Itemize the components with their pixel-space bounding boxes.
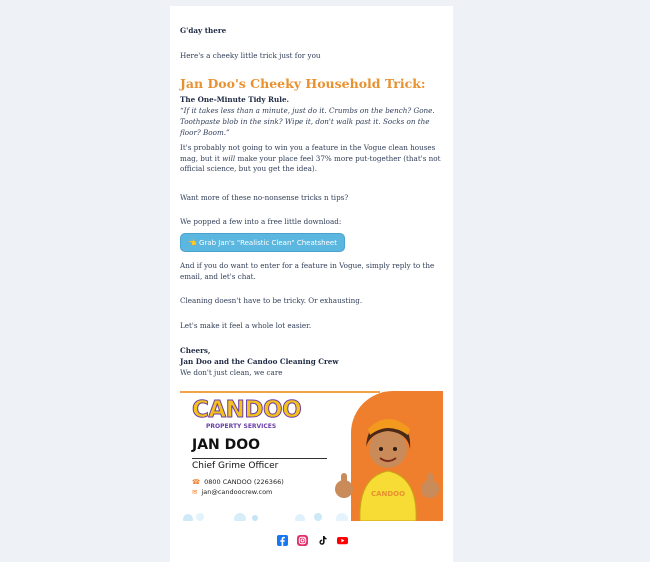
signature-email[interactable]: ✉ jan@candoocrew.com bbox=[192, 488, 273, 496]
cheatsheet-button[interactable]: 👈 Grab Jan's "Realistic Clean" Cheatsheet bbox=[180, 233, 345, 252]
logo-subtitle: PROPERTY SERVICES bbox=[206, 423, 277, 430]
signature-top-line bbox=[180, 391, 380, 393]
paragraph-download: We popped a few into a free little download: bbox=[180, 217, 342, 226]
signature-phone[interactable]: ☎ 0800 CANDOO (226366) bbox=[192, 478, 284, 486]
paragraph-cleaning: Cleaning doesn't have to be tricky. Or exhausting. bbox=[180, 296, 363, 305]
social-links bbox=[277, 535, 352, 547]
signoff-name: Jan Doo and the Candoo Cleaning Crew bbox=[180, 357, 339, 366]
tiktok-icon[interactable] bbox=[317, 535, 328, 546]
trick-heading: Jan Doo's Cheeky Household Trick: bbox=[180, 76, 426, 91]
greeting: G'day there bbox=[180, 26, 227, 35]
tagline: We don't just clean, we care bbox=[180, 368, 283, 377]
intro-text: Here's a cheeky little trick just for you bbox=[180, 51, 321, 60]
rule-title: The One-Minute Tidy Rule. bbox=[180, 95, 290, 104]
email-card bbox=[170, 6, 453, 562]
youtube-icon[interactable] bbox=[337, 535, 348, 546]
mail-icon: ✉ bbox=[192, 488, 198, 496]
quote-line-1: “If it takes less than a minute, just do it. Crumbs on the bench? Gone. bbox=[180, 106, 435, 115]
instagram-icon[interactable] bbox=[297, 535, 308, 546]
facebook-icon[interactable] bbox=[277, 535, 288, 546]
signature-divider bbox=[192, 458, 327, 459]
signoff: Cheers, bbox=[180, 346, 211, 355]
mascot-illustration bbox=[330, 399, 443, 521]
signature-card bbox=[180, 391, 443, 521]
candoo-logo: CANDOO bbox=[192, 397, 302, 423]
shirt-logo: CANDOO bbox=[370, 490, 406, 498]
signature-title: Chief Grime Officer bbox=[192, 461, 279, 471]
paragraph-feature: And if you do want to enter for a feature in Vogue, simply reply to the email, and let's chat. bbox=[180, 261, 435, 281]
paragraph-easier: Let's make it feel a whole lot easier. bbox=[180, 321, 312, 330]
signature-name: JAN DOO bbox=[192, 437, 261, 453]
paragraph-more-tips: Want more of these no-nonsense tricks n tips? bbox=[180, 193, 349, 202]
paragraph-vogue: It's probably not going to win you a feature in the Vogue clean houses mag, but it will make your place feel 37% more put-together (that's not official science, but you get the idea). bbox=[180, 143, 441, 173]
phone-icon: ☎ bbox=[192, 478, 201, 486]
quote-line-2: Toothpaste blob in the sink? Wipe it, don't walk past it. Socks on the floor? Boom.” bbox=[180, 117, 430, 137]
